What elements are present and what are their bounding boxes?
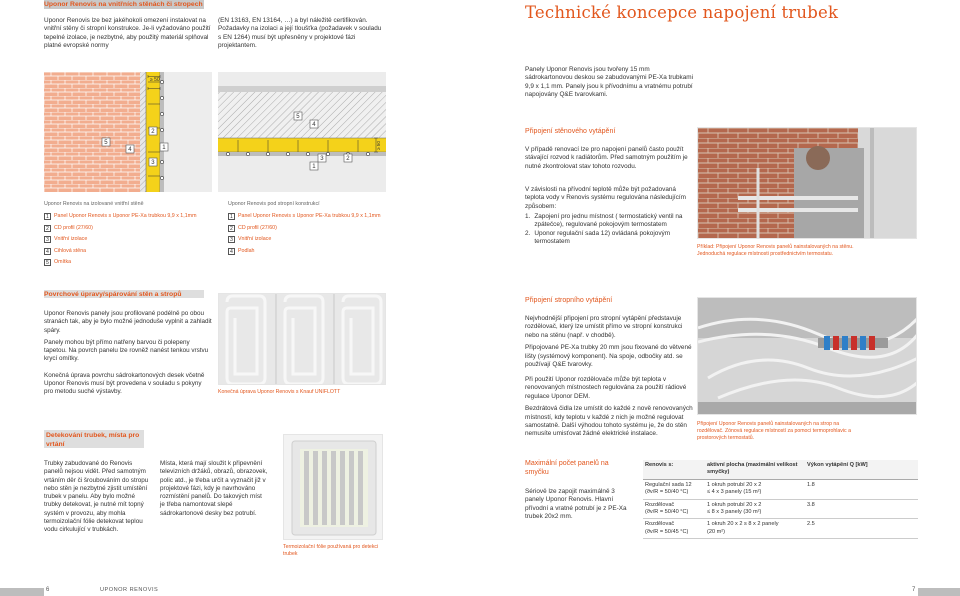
legend-item — [44, 257, 212, 269]
section-title-detection: Detekování trubek, místa pro vrtání — [46, 432, 140, 448]
legend-num: 3 — [228, 236, 235, 243]
footer-brand-left: UPONOR RENOVIS — [100, 587, 159, 593]
table-cell: 1.8 — [805, 479, 918, 499]
table-cell — [643, 519, 705, 539]
ceiling-p4: Bezdrátová čidla lze umístit do každé z nově renovovaných místností, kdy teplotu v každé z nich je možné regulovat samostatně. Další výhodou tohoto systému je, že do stěn nemusíte umisťovat žádné elektrické instalace. — [525, 405, 693, 438]
ceiling-p2: Připojované PE-Xa trubky 20 mm jsou fixované do větvené lišty (systémový komponent). Na spoje, odbočky atd. se používají Q&E tvarovky. — [525, 344, 692, 369]
legend-item — [44, 211, 212, 223]
legend-num: 1 — [228, 213, 235, 220]
wall-section-diagram — [44, 72, 212, 192]
cell-line: ≤ 4 x 3 panely (15 m²) — [707, 489, 762, 496]
wall-p1: V případě renovací lze pro napojení panelů často použít stávající rozvod k radiátorům. Před samotným použitím je nutné zkontrolovat stav tohoto rozvodu. — [525, 146, 688, 170]
table-cell — [705, 479, 805, 499]
photo-thermo-foil — [283, 434, 383, 540]
section2-p3: Konečná úprava povrchu sádrokartonových desek včetně Uponor Renovis musí být provedena v souladu s pokyny pro metodu suché výstavby. — [44, 371, 205, 396]
ceiling-section-diagram — [218, 72, 386, 192]
list-text: Uponor regulační sada 12) ovládaná pokojovým termostatem — [534, 229, 671, 246]
cell-line: 1 okruh 20 x 2 s 8 x 2 panely — [707, 521, 779, 528]
table-header: Renovis s: — [643, 460, 705, 479]
cell-line: Rozdělovač — [645, 521, 675, 528]
legend-text: CD profil (27/60) — [54, 224, 93, 231]
table-cell — [705, 519, 805, 539]
ceiling-p3: Při použití Uponor rozdělovače může být teplota v renovovaných místnostech regulována za použití rádiové regulace Uponor DEM. — [525, 375, 687, 400]
callout-5-right: 5 — [296, 114, 300, 121]
table-row — [643, 499, 918, 519]
section-title-ceiling-connection: Připojení stropního vytápění — [525, 297, 613, 304]
table-header-row — [643, 460, 918, 479]
table-row — [643, 479, 918, 499]
legend-item — [44, 245, 212, 257]
photo-wall-installation — [697, 127, 917, 239]
wall-p2: V závislosti na přívodní teplotě může být požadovaná teplota vody v Renovis systému regulována následujícím způsobem: — [525, 186, 686, 210]
legend-num: 5 — [44, 259, 51, 266]
table-cell — [643, 479, 705, 499]
callout-1-right: 1 — [312, 164, 316, 171]
legend-num: 4 — [44, 248, 51, 255]
legend-item — [44, 234, 212, 246]
panel-capacity-table — [643, 460, 918, 539]
legend-num: 3 — [44, 236, 51, 243]
callout-4-left: 4 — [128, 147, 132, 154]
legend-ceiling — [228, 201, 396, 257]
ceiling-manifold-image — [698, 298, 917, 415]
table-cell — [643, 499, 705, 519]
legend-item — [228, 234, 396, 246]
legend-text: Omítka — [54, 259, 72, 266]
section2-p2: Panely mohou být přímo natřeny barvou či polepeny tapetou. Na povrch panelu lze rovněž nanést tenkou vrstvu krycí omítky. — [44, 338, 209, 363]
legend-text: Vnitřní izolace — [54, 236, 88, 243]
legend-text: CD profil (27/60) — [238, 224, 277, 231]
legend-item — [228, 222, 396, 234]
table-cell — [705, 499, 805, 519]
callout-3-right: 3 — [320, 156, 324, 163]
callout-3-left: 3 — [151, 160, 155, 167]
table-header: aktivní plocha (maximální velikost smyčky) — [705, 460, 805, 479]
photo-ceiling-manifold — [697, 297, 917, 415]
cell-line: Rozdělovač — [645, 501, 675, 508]
max-panels-text: Sériově lze zapojit maximálně 3 panely Uponor Renovis. Hlavní přívodní a vratné potrubí je z PE-Xa trubek 20x2 mm. — [525, 488, 627, 521]
section1-continuation: (EN 13163, EN 13164, …) a byl náležitě certifikován. Požadavky na izolaci a její tloušťka (požadavek v souladu s EN 1264) musí být upřesněny v projektové fázi projektantem. — [218, 17, 382, 50]
legend-item — [44, 222, 212, 234]
list-item — [525, 230, 693, 247]
table-header: Výkon vytápění Q [kW] — [805, 460, 918, 479]
list-item — [525, 213, 693, 230]
legend-num: 4 — [228, 248, 235, 255]
cell-line: Regulační sada 12 — [645, 481, 692, 488]
caption-ceiling-manifold: Připojení Uponor Renovis panelů nainstalovaných na strop na rozdělovač. Zónová regulace místností za pomoci termoprohlavic a prostorových termostatů. — [697, 421, 851, 441]
dimension-label-right: ≥ 50 — [376, 141, 381, 150]
legend-num: 2 — [44, 225, 51, 232]
photo-panel-surface — [218, 293, 386, 385]
callout-1-left: 1 — [162, 145, 166, 152]
legend-item — [228, 245, 396, 257]
list-num: 2. — [525, 229, 531, 237]
footer-page-number-left: 6 — [46, 587, 50, 593]
cell-line: (ϑv/R = 50/40 °C) — [645, 508, 689, 515]
cell-line: (20 m²) — [707, 528, 726, 535]
legend-text: Vnitřní izolace — [238, 236, 272, 243]
callout-5-left: 5 — [104, 140, 108, 147]
callout-4-right: 4 — [312, 122, 316, 129]
section-title-walls-ceilings: Uponor Renovis na vnitřních stěnách či stropech — [44, 1, 203, 8]
caption-surface-photo: Konečná úprava Uponor Renovis s Knauf UNIFLOTT — [218, 389, 341, 395]
ceiling-p1: Nejvhodnější připojení pro stropní vytápění představuje rozdělovač, který lze umístit přímo ve stropní konstrukci nebo na stěnu (např. v chodbě). — [525, 315, 683, 339]
section3-col2: Místa, která mají sloužit k připevnění televizních držáků, obrazů, obrazovek, polic atd., je třeba určit a vyznačit již v projektové fázi, kdy je navrhováno rozmístění panelů. Do takových míst je třeba namontovat slepé sádrokartonové desky bez potrubí. — [160, 460, 268, 517]
section2-p1: Uponor Renovis panely jsou profilované podélně po obou stranách tak, aby je bylo možné jednoduše vyplnit a zahladit spáry. — [44, 310, 212, 334]
section-title-surface: Povrchové úpravy/spárování stěn a stropů — [44, 291, 182, 298]
legend-text: Panel Uponor Renovis s Uponor PE-Xa trubkou 9,9 x 1,1mm — [238, 213, 381, 220]
legend-wall-title: Uponor Renovis na izolované vnitřní stěně — [44, 201, 144, 207]
cell-line: ≤ 8 x 3 panely (30 m²) — [707, 508, 762, 515]
section-title-wall-connection: Připojení stěnového vytápění — [525, 128, 616, 135]
callout-2-left: 2 — [151, 129, 155, 136]
cell-line: 1 okruh potrubí 20 x 2 — [707, 481, 762, 488]
footer-bar-left — [0, 588, 44, 596]
thermo-foil-image — [284, 435, 383, 540]
caption-thermo-foil: Termoizolační fólie používaná pro detekci trubek — [283, 544, 379, 557]
legend-num: 1 — [44, 213, 51, 220]
list-num: 1. — [525, 213, 531, 220]
dimension-label-left: ≥ 50 — [150, 77, 160, 83]
cell-line: 1 okruh potrubí 20 x 2 — [707, 501, 762, 508]
caption-wall-installation: Příklad: Připojení Uponor Renovis panelů nainstalovaných na stěnu. Jednoduchá regulace místnosti prostřednictvím termostatu. — [697, 244, 854, 257]
section3-col1: Trubky zabudované do Renovis panelů nejsou vidět. Před samotným vrtáním děr či šroubováním do stropu nebo stěn je nezbytné zjistit umístění trubek v panelu. Aby bylo možné trubky detekovat, je nutné mít topný systém v provozu, aby mohla termoizolační fólie detekovat teplou vodu cirkulující v trubkách. — [44, 460, 149, 534]
wall-installation-image — [698, 128, 917, 239]
intro-text: Panely Uponor Renovis jsou tvořeny 15 mm sádrokartonovou deskou se zabudovanými PE-Xa trubkami 9,9 x 1,1 mm. Panely jsou k přívodnímu a vratnému potrubí napojovány Q&E tvarovkami. — [525, 66, 694, 99]
regulation-list — [525, 213, 693, 247]
legend-ceiling-title: Uponor Renovis pod stropní konstrukcí — [228, 201, 320, 207]
section2-text — [44, 310, 212, 401]
panel-pipe-pattern — [219, 294, 386, 385]
legend-text: Cihlová stěna — [54, 247, 87, 254]
callout-2-right: 2 — [346, 156, 350, 163]
cell-line: (ϑv/R = 50/45 °C) — [645, 528, 689, 535]
list-text: Zapojení pro jednu místnost ( termostatický ventil na zpátečce), regulované pokojovým termostatem — [534, 213, 683, 229]
ceiling-text — [525, 315, 693, 443]
section1-intro: Uponor Renovis lze bez jakéhokoli omezení instalovat na vnitřní stěny či stropní konstrukce. Je-li vyžadováno použití tepelné izolace, je nezbytné, aby použitý materiál splňoval platné evropské normy — [44, 17, 211, 50]
footer-bar-right — [918, 588, 960, 596]
legend-item — [228, 211, 396, 223]
legend-wall — [44, 201, 212, 268]
legend-text: Podlah — [238, 247, 255, 254]
page-title: Technické koncepce napojení trubek — [525, 3, 839, 22]
table-cell: 3.8 — [805, 499, 918, 519]
table-cell: 2.5 — [805, 519, 918, 539]
legend-num: 2 — [228, 225, 235, 232]
section-title-max-panels: Maximální počet panelů na smyčku — [525, 460, 609, 477]
legend-text: Panel Uponor Renovis s Uponor PE-Xa trubkou 9,9 x 1,1mm — [54, 213, 197, 220]
cell-line: (ϑv/R = 50/40 °C) — [645, 489, 689, 496]
footer-page-number-right: 7 — [912, 587, 916, 593]
table-row — [643, 519, 918, 539]
